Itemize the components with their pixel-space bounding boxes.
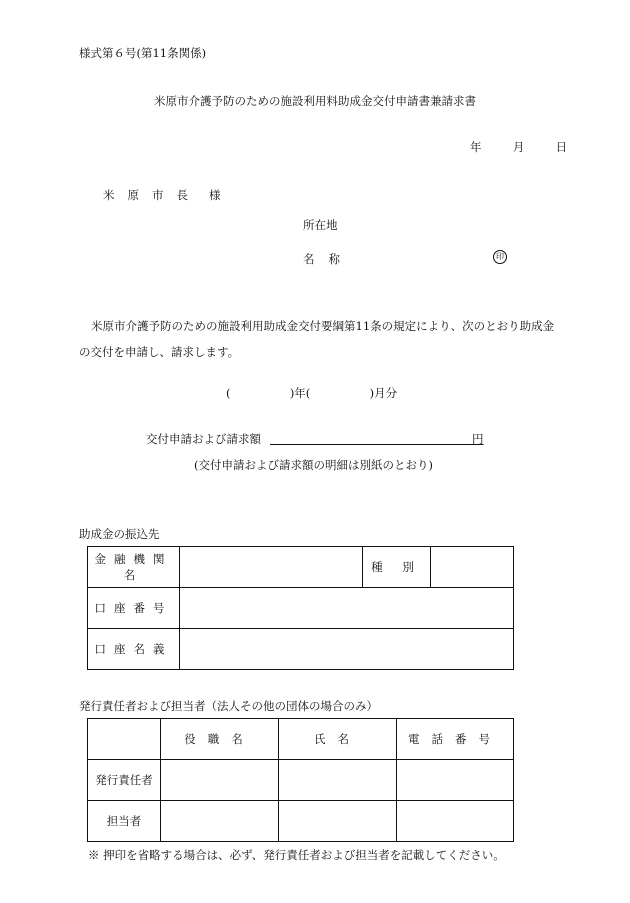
- contact-phone-field[interactable]: [397, 801, 514, 842]
- bank-table: [87, 546, 514, 670]
- document-title: 米原市介護予防のための施設利用料助成金交付申請書兼請求書: [154, 94, 476, 108]
- period-month: )月分: [369, 386, 398, 400]
- addressee-name: 米原市長: [103, 188, 201, 202]
- date-day: 日: [555, 140, 568, 154]
- institution-label: 金融機関名: [88, 547, 180, 588]
- date-row: [470, 139, 567, 155]
- amount-note: (交付申請および請求額の明細は別紙のとおり): [194, 458, 433, 472]
- period-year: )年(: [289, 386, 311, 400]
- column-title: 役職名: [161, 719, 279, 760]
- date-year: 年: [470, 140, 482, 154]
- name-label: 名称: [303, 252, 354, 266]
- date-month: 月: [512, 140, 525, 154]
- issuer-name-field[interactable]: [279, 760, 397, 801]
- row-issuer: 発行責任者: [88, 760, 161, 801]
- period-row: [226, 385, 397, 401]
- bank-heading: 助成金の振込先: [79, 527, 160, 541]
- account-number-field[interactable]: [180, 588, 514, 629]
- account-name-label: 口座名義: [88, 629, 180, 670]
- body-text: 米原市介護予防のための施設利用助成金交付要綱第11条の規定により、次のとおり助成金の交付を申請し、請求します。: [79, 319, 555, 359]
- type-field[interactable]: [431, 547, 514, 588]
- amount-field[interactable]: [270, 444, 482, 445]
- period-open: (: [226, 386, 231, 400]
- address-label: 所在地: [303, 218, 338, 232]
- seal-mark: 印: [493, 250, 507, 264]
- form-number: 様式第６号(第11条関係): [79, 46, 207, 60]
- contact-name-field[interactable]: [279, 801, 397, 842]
- contact-title-field[interactable]: [161, 801, 279, 842]
- account-name-field[interactable]: [180, 629, 514, 670]
- responsible-table: [87, 718, 514, 842]
- institution-field[interactable]: [180, 547, 363, 588]
- footnote: ※ 押印を省略する場合は、必ず、発行責任者および担当者を記載してください。: [88, 848, 505, 862]
- column-phone: 電話番号: [397, 719, 514, 760]
- type-label: 種 別: [363, 547, 431, 588]
- corner-cell: [88, 719, 161, 760]
- column-name: 氏名: [279, 719, 397, 760]
- account-number-label: 口座番号: [88, 588, 180, 629]
- row-contact: 担当者: [88, 801, 161, 842]
- amount-label: 交付申請および請求額: [146, 432, 261, 446]
- amount-unit: 円: [472, 432, 484, 446]
- addressee: [103, 187, 234, 203]
- issuer-title-field[interactable]: [161, 760, 279, 801]
- issuer-phone-field[interactable]: [397, 760, 514, 801]
- responsible-heading: 発行責任者および担当者（法人その他の団体の場合のみ）: [79, 699, 378, 713]
- addressee-honorific: 様: [209, 188, 234, 202]
